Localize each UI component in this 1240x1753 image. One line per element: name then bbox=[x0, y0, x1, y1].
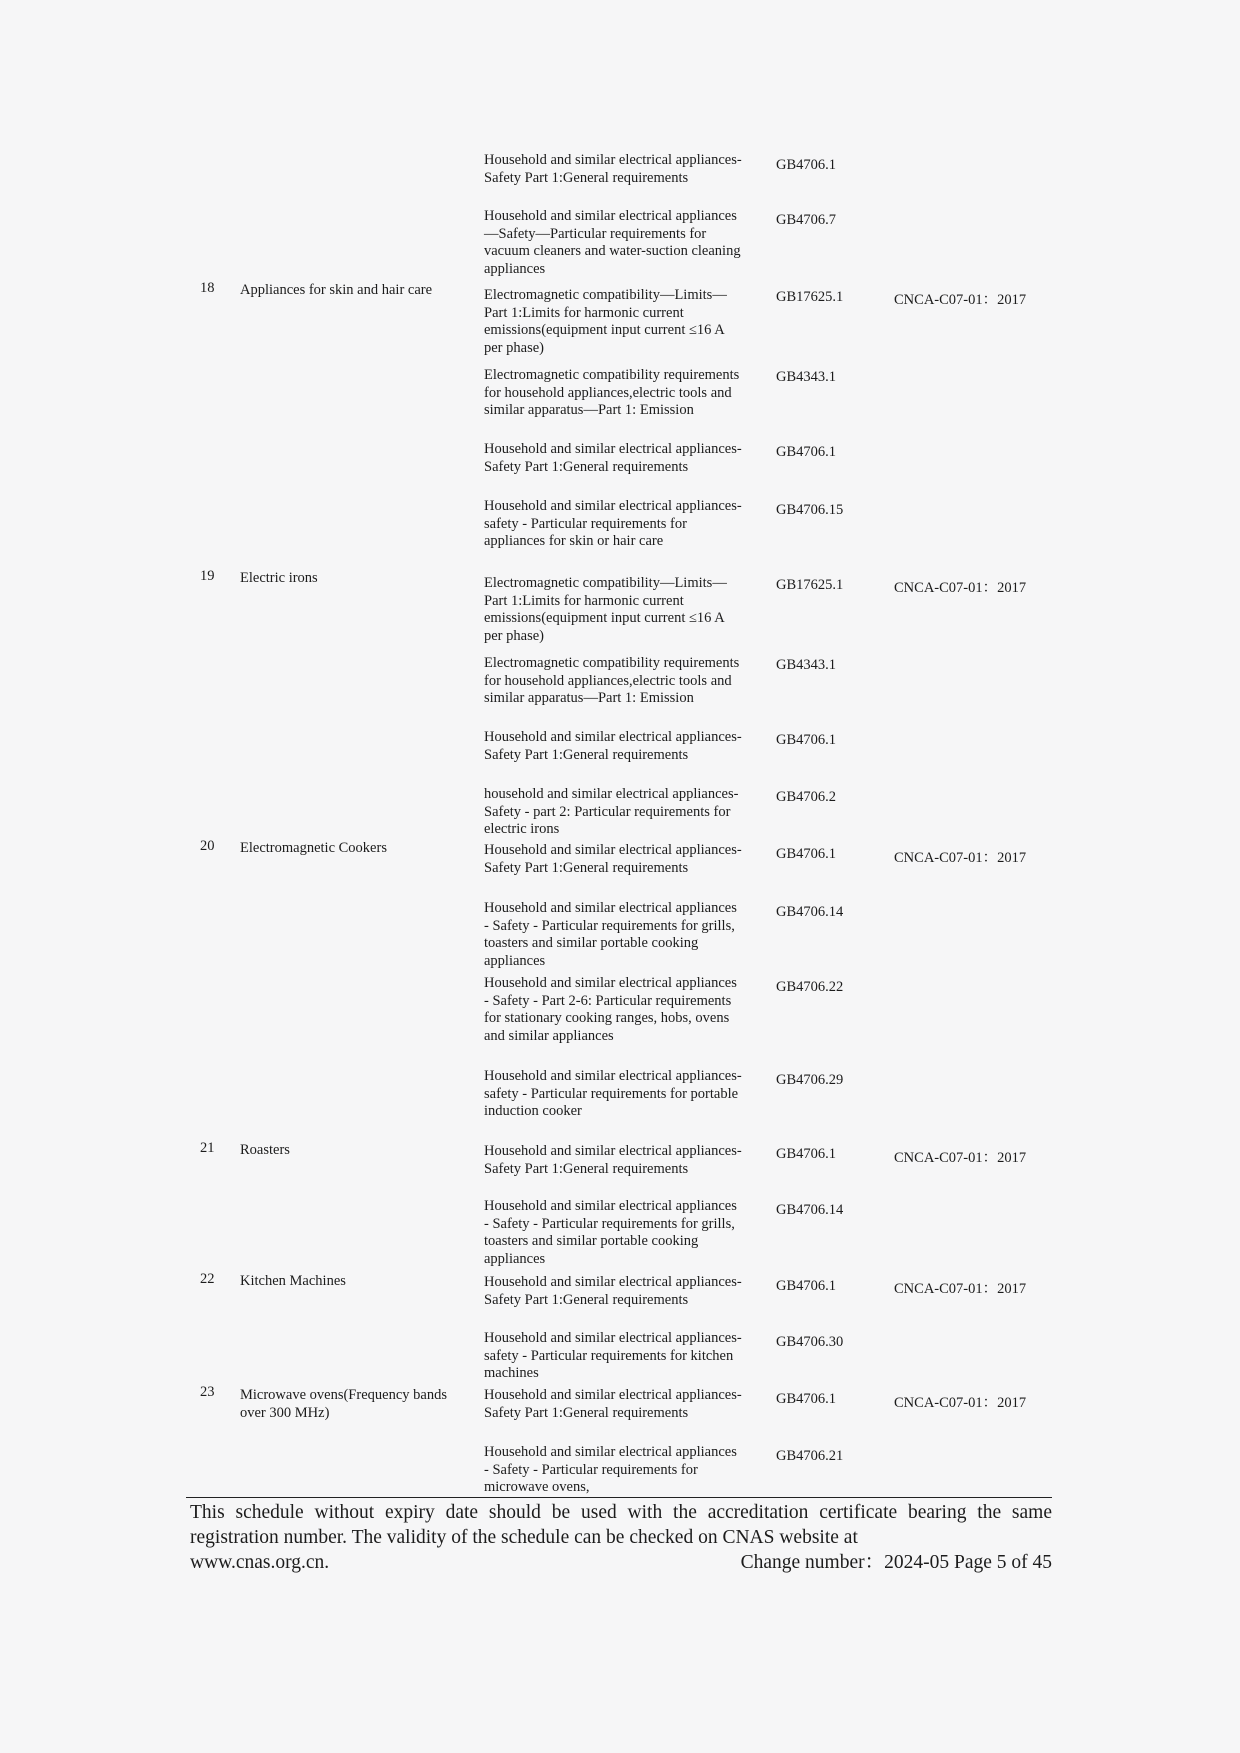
item-number: 21 bbox=[200, 1140, 215, 1156]
standard-title: Household and similar electrical appliances-Safety Part 1:General requirements bbox=[484, 441, 742, 475]
standard-title: Household and similar electrical appliances-Safety Part 1:General requirements bbox=[484, 842, 742, 876]
product-name: Roasters bbox=[240, 1142, 290, 1158]
implementation-rule: CNCA-C07-01：2017 bbox=[894, 1395, 1027, 1411]
implementation-rule: CNCA-C07-01：2017 bbox=[894, 580, 1027, 596]
standard-code: GB4706.1 bbox=[776, 1391, 837, 1407]
standard-title: Household and similar electrical appliances-Safety Part 1:General requirements bbox=[484, 1274, 742, 1308]
footer-note: This schedule without expiry date should be used with the accreditation certificate bearing the same registration number. The validity of the schedule can be checked on CNAS website at bbox=[190, 1502, 1052, 1548]
implementation-rule: CNCA-C07-01：2017 bbox=[894, 292, 1027, 308]
product-name: Kitchen Machines bbox=[240, 1273, 346, 1289]
standard-title: Household and similar electrical appliances-safety - Particular requirements for appliances for skin or hair care bbox=[484, 498, 742, 550]
standard-title: Household and similar electrical appliances-Safety Part 1:General requirements bbox=[484, 1387, 742, 1421]
standard-code: GB4706.1 bbox=[776, 157, 837, 173]
item-number: 22 bbox=[200, 1271, 215, 1287]
standard-code: GB4706.1 bbox=[776, 1146, 837, 1162]
standard-code: GB17625.1 bbox=[776, 577, 844, 593]
standard-code: GB4706.2 bbox=[776, 789, 837, 805]
product-name: Electromagnetic Cookers bbox=[240, 840, 387, 856]
standard-title: Electromagnetic compatibility—Limits—Part 1:Limits for harmonic current emissions(equipment input current ≤16 A per phase) bbox=[484, 575, 727, 644]
item-number: 20 bbox=[200, 838, 215, 854]
item-number: 19 bbox=[200, 568, 215, 584]
product-name: Electric irons bbox=[240, 570, 318, 586]
footer-website: www.cnas.org.cn. bbox=[190, 1552, 330, 1573]
standard-code: GB4706.1 bbox=[776, 444, 837, 460]
item-number: 18 bbox=[200, 280, 215, 296]
implementation-rule: CNCA-C07-01：2017 bbox=[894, 850, 1027, 866]
standard-title: Household and similar electrical appliances-Safety Part 1:General requirements bbox=[484, 1143, 742, 1177]
standard-code: GB4706.1 bbox=[776, 732, 837, 748]
standard-title: Electromagnetic compatibility—Limits—Part 1:Limits for harmonic current emissions(equipment input current ≤16 A per phase) bbox=[484, 287, 727, 356]
standard-title: Household and similar electrical appliances - Safety - Particular requirements for microwave ovens, bbox=[484, 1444, 737, 1496]
implementation-rule: CNCA-C07-01：2017 bbox=[894, 1150, 1027, 1166]
standard-code: GB4706.14 bbox=[776, 904, 844, 920]
standard-code: GB4706.29 bbox=[776, 1072, 844, 1088]
standard-title: Household and similar electrical appliances-Safety Part 1:General requirements bbox=[484, 152, 742, 186]
standard-code: GB4343.1 bbox=[776, 657, 837, 673]
footer-bottom-line bbox=[190, 1550, 1052, 1575]
standard-title: Household and similar electrical appliances-safety - Particular requirements for portable induction cooker bbox=[484, 1068, 742, 1120]
standard-code: GB17625.1 bbox=[776, 289, 844, 305]
standard-title: Household and similar electrical appliances - Safety - Part 2-6: Particular requirements for stationary cooking ranges, hobs, ovens and similar appliances bbox=[484, 975, 737, 1044]
product-name: Appliances for skin and hair care bbox=[240, 282, 433, 298]
standard-code: GB4706.14 bbox=[776, 1202, 844, 1218]
standard-code: GB4706.15 bbox=[776, 502, 844, 518]
footer-change-number: Change number：2024-05 Page 5 of 45 bbox=[740, 1552, 1052, 1573]
standard-title: Household and similar electrical appliances—Safety—Particular requirements for vacuum cleaners and water-suction cleaning appliances bbox=[484, 208, 741, 277]
standard-code: GB4706.22 bbox=[776, 979, 844, 995]
item-number: 23 bbox=[200, 1384, 215, 1400]
standard-title: Electromagnetic compatibility requirements for household appliances,electric tools and similar apparatus—Part 1: Emission bbox=[484, 367, 740, 419]
standard-title: Electromagnetic compatibility requirements for household appliances,electric tools and similar apparatus—Part 1: Emission bbox=[484, 655, 740, 707]
standard-code: GB4706.30 bbox=[776, 1334, 844, 1350]
product-name: Microwave ovens(Frequency bands over 300 MHz) bbox=[240, 1387, 447, 1421]
standard-title: Household and similar electrical appliances - Safety - Particular requirements for grills, toasters and similar portable cooking appliances bbox=[484, 1198, 737, 1267]
standard-code: GB4706.1 bbox=[776, 1278, 837, 1294]
standard-code: GB4706.21 bbox=[776, 1448, 844, 1464]
standard-code: GB4343.1 bbox=[776, 369, 837, 385]
standard-code: GB4706.7 bbox=[776, 212, 837, 228]
standard-title: Household and similar electrical appliances-Safety Part 1:General requirements bbox=[484, 729, 742, 763]
footer bbox=[190, 1500, 1052, 1575]
footer-divider bbox=[186, 1497, 1052, 1498]
implementation-rule: CNCA-C07-01：2017 bbox=[894, 1281, 1027, 1297]
standard-title: household and similar electrical appliances-Safety - part 2: Particular requirements for electric irons bbox=[484, 786, 739, 838]
standard-title: Household and similar electrical appliances-safety - Particular requirements for kitchen machines bbox=[484, 1330, 742, 1382]
standard-code: GB4706.1 bbox=[776, 846, 837, 862]
standard-title: Household and similar electrical appliances - Safety - Particular requirements for grills, toasters and similar portable cooking appliances bbox=[484, 900, 737, 969]
